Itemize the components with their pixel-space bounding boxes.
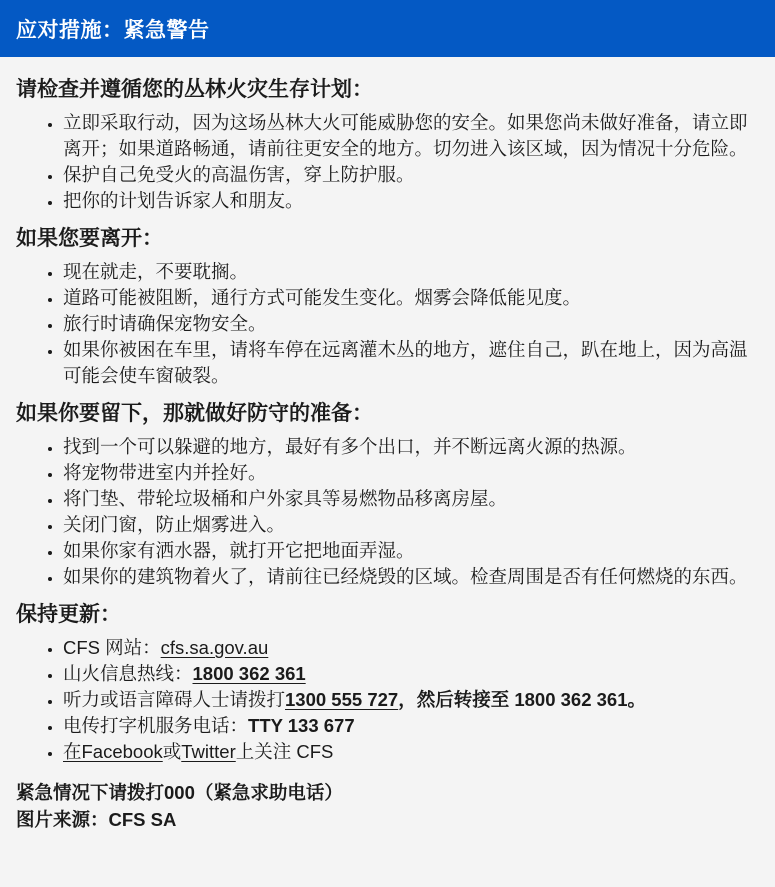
list-item	[63, 661, 753, 687]
text-segment: 将门垫、带轮垃圾桶和户外家具等易燃物品移离房屋。	[63, 488, 508, 509]
bullet-list	[16, 110, 753, 214]
bullet-list	[16, 259, 753, 389]
sections	[16, 77, 753, 765]
text-segment: 如果你被困在车里，请将车停在远离灌木丛的地方，遮住自己，趴在地上，因为高温可能会使车窗破裂。	[63, 339, 748, 386]
relay-service-link[interactable]: 1300 555 727	[285, 689, 399, 710]
text-segment: 关闭门窗，防止烟雾进入。	[63, 514, 286, 535]
twitter-link[interactable]: Twitter	[181, 741, 236, 762]
list-item	[63, 486, 753, 512]
list-item	[63, 538, 753, 564]
list-item	[63, 687, 753, 713]
alert-header	[0, 0, 775, 57]
text-segment: 上关注 CFS	[235, 741, 334, 762]
bullet-list	[16, 635, 753, 765]
cfs-website-link[interactable]: cfs.sa.gov.au	[160, 637, 269, 658]
notice-body	[0, 77, 775, 765]
text-segment: 旅行时请确保宠物安全。	[63, 313, 267, 334]
footer	[0, 777, 775, 833]
facebook-link[interactable]: 在Facebook	[63, 741, 163, 762]
section-heading: 请检查并遵循您的丛林火灾生存计划：	[16, 78, 373, 101]
section-heading: 保持更新：	[16, 603, 121, 626]
section-heading: 如果您要离开：	[16, 227, 163, 250]
text-segment: 电传打字机服务电话：	[63, 715, 249, 736]
list-item	[63, 162, 753, 188]
text-segment: 找到一个可以躲避的地方，最好有多个出口，并不断远离火源的热源。	[63, 436, 637, 457]
bushfire-hotline-link[interactable]: 1800 362 361	[192, 663, 306, 684]
emergency-call-line: 紧急情况下请拨打000（紧急求助电话）	[16, 782, 343, 803]
text-segment: 保护自己免受火的高温伤害，穿上防护服。	[63, 164, 415, 185]
text-segment: 把你的计划告诉家人和朋友。	[63, 190, 304, 211]
list-item	[63, 337, 753, 389]
text-segment: 山火信息热线：	[63, 663, 193, 684]
image-credit-line: 图片来源：CFS SA	[16, 809, 177, 830]
list-item	[63, 188, 753, 214]
list-item	[63, 739, 753, 765]
list-item	[63, 564, 753, 590]
text-segment: 将宠物带进室内并拴好。	[63, 462, 267, 483]
list-item	[63, 635, 753, 661]
list-item	[63, 460, 753, 486]
list-item	[63, 311, 753, 337]
list-item	[63, 713, 753, 739]
text-segment: 现在就走，不要耽搁。	[63, 261, 249, 282]
bullet-list	[16, 434, 753, 590]
text-segment: 或	[162, 741, 182, 762]
list-item	[63, 512, 753, 538]
text-segment: 立即采取行动，因为这场丛林大火可能威胁您的安全。如果您尚未做好准备，请立即离开；如果道路畅通，请前往更安全的地方。切勿进入该区域，因为情况十分危险。	[63, 112, 748, 159]
text-segment: CFS 网站：	[63, 637, 161, 658]
list-item	[63, 110, 753, 162]
text-segment: 听力或语言障碍人士请拨打	[63, 689, 286, 710]
list-item	[63, 285, 753, 311]
list-item	[63, 259, 753, 285]
text-segment: 道路可能被阻断，通行方式可能发生变化。烟雾会降低能见度。	[63, 287, 582, 308]
page-title: 应对措施：紧急警告	[16, 18, 210, 42]
text-segment: 如果你家有洒水器，就打开它把地面弄湿。	[63, 540, 415, 561]
text-segment: TTY 133 677	[248, 715, 355, 736]
list-item	[63, 434, 753, 460]
section-heading: 如果你要留下，那就做好防守的准备：	[16, 402, 373, 425]
text-segment: ，然后转接至 1800 362 361。	[398, 689, 646, 710]
text-segment: 如果你的建筑物着火了，请前往已经烧毁的区域。检查周围是否有任何燃烧的东西。	[63, 566, 748, 587]
